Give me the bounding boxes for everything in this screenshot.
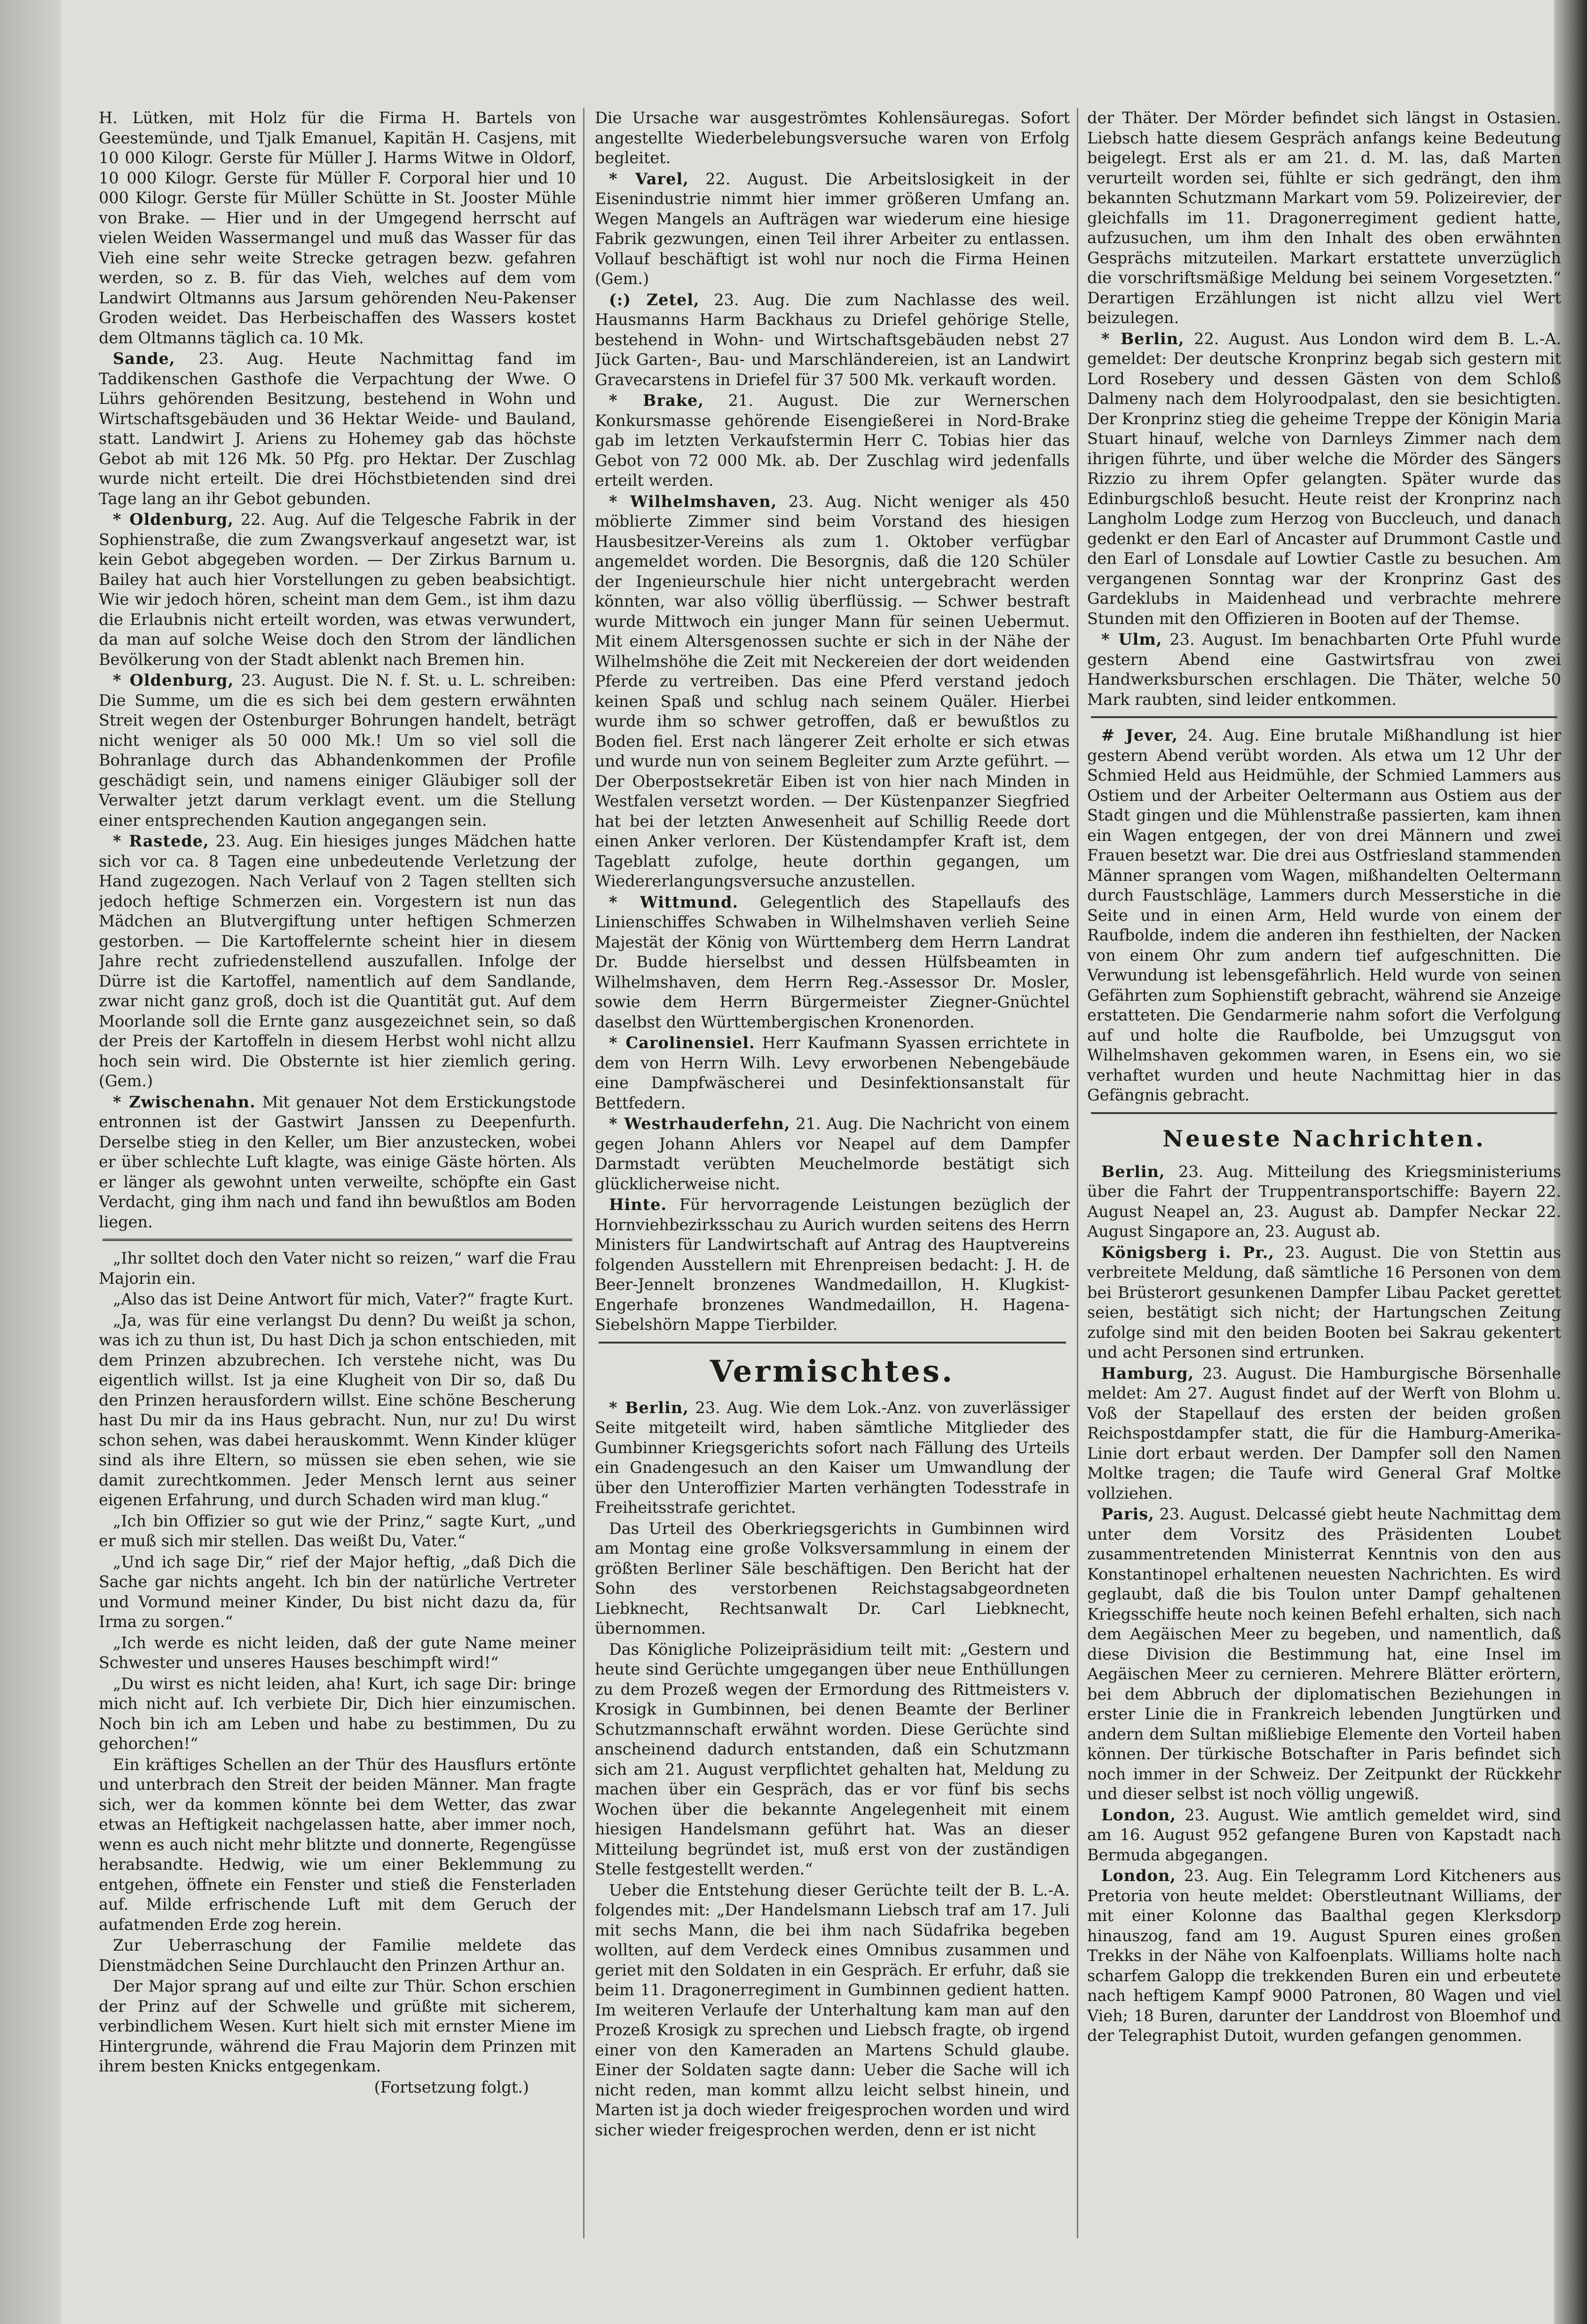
article-text: Gelegentlich des Stapellaufs des Linienschiffes Schwaben in Wilhelmshaven verlieh Seine Majestät der König von Württemberg dem Herrn Landrat Dr. Budde hierselbst und dessen Hülfsbeamten in Wilhelmshaven, dem Herrn Reg.-Assessor Dr. Mosler, sowie dem Herrn Bürgermeister Ziegner-Gnüchtel daselbst den Württembergischen Kronenorden.	[595, 893, 1070, 1031]
dateline: # Jever,	[1101, 726, 1178, 744]
story-paragraph: „Ich werde es nicht leiden, daß der gute Name meiner Schwester und unseres Hauses beschimpft wird!“	[99, 1633, 576, 1672]
dateline: * Oldenburg,	[113, 510, 234, 529]
dateline: Hamburg,	[1101, 1364, 1194, 1383]
feuilleton-divider	[103, 1239, 572, 1241]
page-left-edge	[0, 0, 61, 2324]
dateline: * Brake,	[609, 391, 704, 410]
news-paris	[1087, 1504, 1561, 1804]
column-2	[595, 108, 1070, 2290]
article-text: 23. August. Die von Stettin aus verbreitete Meldung, daß sämtliche 16 Personen von dem bei Brüsterort gesunkenen Dampfer Libau Packet gerettet seien, bestätigt sich nicht; der Hartungschen Zeitung zufolge sind mit den beiden Booten bei Sakrau gekentert und acht Personen sind ertrunken.	[1087, 1243, 1561, 1361]
article-paragraph: Ueber die Entstehung dieser Gerüchte teilt der B. L.-A. folgendes mit: „Der Handelsmann Liebsch traf am 17. Juli mit sechs Mann, die bei ihm nach Südafrika begeben wollten, auf dem Verdeck eines Omnibus zusammen und geriet mit den Soldaten in ein Gespräch. Er erfuhr, daß sie beim 11. Dragonerregiment in Gumbinnen gedient hatten. Im weiteren Verlaufe der Unterhaltung kam man auf den Prozeß Krosigk zu sprechen und Liebsch fragte, ob irgend einer von den Kameraden an Martens Schuld glaube. Einer der Soldaten sagte dann: Ueber die Sache will ich nicht reden, man kommt allzu leicht selbst hinein, und Marten ist ja doch wieder freigesprochen worden und wird sicher wieder freigesprochen werden, denn er ist nicht	[595, 1881, 1070, 2139]
news-london-1	[1087, 1805, 1561, 1866]
article-brake	[595, 391, 1070, 491]
article-text: 22. August. Die Arbeitslosigkeit in der Eisenindustrie nimmt hier immer größeren Umfang an. Wegen Mangels an Aufträgen war wiederum eine hiesige Fabrik gezwungen, einen Teil ihrer Arbeiter zu entlassen. Vollauf beschäftigt ist wohl nur noch die Firma Heinen (Gem.)	[595, 169, 1070, 288]
article-text: 23. Aug. Nicht weniger als 450 möblierte Zimmer sind beim Vorstand des hiesigen Hausbesitzer-Vereins als zum 1. Oktober verfügbar angemeldet worden. Die Besorgnis, daß die 120 Schüler der Ingenieurschule hier nicht untergebracht werden könnten, war also völlig überflüssig. — Schwer bestraft wurde Mittwoch ein junger Mann für seinen Uebermut. Mit einem Altersgenossen suchte er sich in der Nähe der Wilhelmshöhe die Zeit mit Neckereien der dort weidenden Pferde zu vertreiben. Das eine Pferd verstand jedoch keinen Spaß und schlug nach seinem Quäler. Hierbei wurde ihm so schwer getroffen, daß er bewußtlos zu Boden fiel. Erst nach längerer Zeit erholte er sich etwas und wurde nun von seinem Begleiter zum Arzte geführt. — Der Oberpostsekretär Eiben ist von hier nach Minden in Westfalen versetzt worden. — Der Küstenpanzer Siegfried hat bei der letzten Anwesenheit auf Schillig Reede dort einen Anker verloren. Der Küstendampfer Kraft ist, dem Tageblatt zufolge, heute dorthin gegangen, um Wiedererlangungsversuche anzustellen.	[595, 492, 1070, 890]
story-paragraph: „Also das ist Deine Antwort für mich, Vater?“ fragte Kurt.	[113, 1290, 574, 1308]
article-rastede	[99, 831, 576, 1091]
section-divider	[599, 1342, 1066, 1344]
news-hamburg	[1087, 1364, 1561, 1504]
article-text: Für hervorragende Leistungen bezüglich der Hornviehbezirksschau zu Aurich wurden seitens des Herrn Ministers für Landwirtschaft auf Antrag des Hauptvereins folgenden Ausstellern mit Ehrenpreisen bedacht: J. H. de Beer-Jennelt bronzenes Wandmedaillon, H. Klugkist-Engerhafe bronzenes Wandmedaillon, H. Hagena-Siebelshörn Mappe Tierbilder.	[595, 1195, 1070, 1334]
dateline: * Rastede,	[113, 832, 209, 850]
article-oldenburg-1	[99, 510, 576, 670]
section-heading-neueste-nachrichten: Neueste Nachrichten.	[1162, 1125, 1486, 1152]
story-paragraph: „Und ich sage Dir,“ rief der Major heftig, „daß Dich die Sache gar nichts angeht. Ich bin der natürliche Vertreter und Vormund meiner Kinder, Du bist nicht dazu da, für Irma zu sorgen.“	[99, 1552, 576, 1631]
dateline: * Carolinensiel.	[609, 1034, 755, 1052]
article-jever	[1087, 726, 1561, 1106]
section-divider	[1091, 1112, 1557, 1114]
article-zwischenahn	[99, 1092, 576, 1233]
article-carolinensiel	[595, 1033, 1070, 1113]
dateline: Paris,	[1101, 1505, 1154, 1523]
article-text: 23. Aug. Ein hiesiges junges Mädchen hatte sich vor ca. 8 Tagen eine unbedeutende Verletzung der Hand zugezogen. Nach Verlauf von 2 Tagen stellten sich jedoch heftige Schmerzen ein. Vorgestern ist nun das Mädchen an Blutvergiftung unter heftigen Schmerzen gestorben. — Die Kartoffelernte scheint hier in diesem Jahre recht zufriedenstellend auszufallen. Infolge der Dürre ist die Kartoffel, namentlich auf dem Sandlande, zwar nicht ganz groß, doch ist die Quantität gut. Auf dem Moorlande soll die Ernte ganz ausgezeichnet sein, so daß der Preis der Kartoffeln in diesem Herbst wohl nicht allzu hoch sein wird. Die Obsternte ist hier ziemlich gering. (Gem.)	[99, 832, 576, 1090]
article-oldenburg-2	[99, 671, 576, 830]
dateline: * Westrhauderfehn,	[609, 1115, 790, 1133]
column-1	[99, 108, 576, 2290]
article-text: 22. August. Aus London wird dem B. L.-A. gemeldet: Der deutsche Kronprinz begab sich gestern mit Lord Rosebery und dessen Gästen von dem Schloß Dalmeny nach dem Holyroodpalast, den sie besichtigten. Der Kronprinz stieg die geheime Treppe der Königin Maria Stuart hinauf, welche von Darnleys Zimmer nach dem ihrigen führte, und über welche die Mörder des Sängers Rizzio zu ihrem Opfer gelangten. Später wurde das Edinburgschloß besucht. Heute reist der Kronprinz nach Langholm Lodge zum Herzog von Buccleuch, und danach gedenkt er den Earl of Ancaster auf Drummont Castle und den Earl of Lonsdale auf Lowtier Castle zu besuchen. Am vergangenen Sonntag war der Kronprinz Gast des Gardeklubs in Maidenhead und verbrachte mehrere Stunden mit den Offizieren in Booten auf der Themse.	[1087, 329, 1561, 628]
article-sande	[99, 349, 576, 509]
article-paragraph: Das Urteil des Oberkriegsgerichts in Gumbinnen wird am Montag eine große Volksversammlung in einem der größten Berliner Säle beschäftigen. Den Bericht hat der Sohn des verstorbenen Reichstagsabgeordneten Liebknecht, Rechtsanwalt Dr. Carl Liebknecht, übernommen.	[595, 1519, 1070, 1637]
article-text: 23. August. Delcassé giebt heute Nachmittag dem unter dem Vorsitz des Präsidenten Loubet zusammentretenden Ministerrat Kenntnis von den aus Konstantinopel erhaltenen neuesten Nachrichten. Es wird geglaubt, daß die bis Toulon unter Dampf gehaltenen Kriegsschiffe heute noch keinen Befehl erhalten, sich nach dem Aegäischen Meer zu begeben, und namentlich, daß diese Division die Bestimmung hat, eine Insel im Aegäischen Meer zu cernieren. Mehrere Blätter erörtern, bei dem Abbruch der diplomatischen Beziehungen in erster Linie die in Frankreich lebenden Jungtürken und andern dem Sultan mißliebige Elemente den Vorteil haben können. Der türkische Botschafter in Paris befindet sich noch immer in der Schweiz. Der Zeitpunkt der Rückkehr und dieser selbst ist noch völlig ungewiß.	[1087, 1505, 1561, 1803]
dateline: * Varel,	[609, 169, 689, 188]
article-text: 21. Aug. Die Nachricht von einem gegen Johann Ahlers vor Neapel auf dem Dampfer Darmstadt verübten Meuchelmorde bestätigt sich glücklicherweise nicht.	[595, 1115, 1070, 1193]
column-rule-1	[583, 108, 584, 2238]
news-london-2	[1087, 1866, 1561, 2046]
dateline: Hinte.	[609, 1195, 667, 1214]
story-paragraph: Ein kräftiges Schellen an der Thür des Hausflurs ertönte und unterbrach den Streit der beiden Männer. Man fragte sich, wer da kommen könnte bei dem Wetter, das zwar etwas an Heftigkeit nachgelassen hatte, aber immer noch, wenn es auch nicht mehr blitzte und donnerte, Regengüsse herabsandte. Hedwig, wie um einer Beklemmung zu entgehen, öffnete ein Fenster und stieß die Fensterladen auf. Milde erfrischende Luft mit dem Geruch der aufatmenden Erde zog herein.	[99, 1755, 576, 1934]
story-paragraph: „Ja, was für eine verlangst Du denn? Du weißt ja schon, was ich zu thun ist, Du hast Dich ja schon entschieden, mit dem Prinzen abzubrechen. Ich verstehe nicht, was Du eigentlich willst. Ist ja eine Klugheit von Dir so, daß Du den Prinzen herausfordern willst. Eine schöne Bescherung hast Du mir da ins Haus gebracht. Nun, nur zu! Du wirst schon sehen, was dabei herauskommt. Wenn Kinder klüger sind als ihre Eltern, so müssen sie eben sehen, wie sie damit zurechtkommen. Jeder Mensch lernt aus seiner eigenen Erfahrung, und durch Schaden wird man klug.“	[99, 1311, 576, 1509]
dateline: * Wilhelmshaven,	[609, 492, 777, 511]
continuation-note: (Fortsetzung folgt.)	[374, 2078, 529, 2096]
article-paragraph: Das Königliche Polizeipräsidium teilt mit: „Gestern und heute sind Gerüchte umgegangen über neue Enthüllungen zu dem Prozeß wegen der Ermordung des Rittmeisters v. Krosigk in Gumbinnen, bei denen Beamte der Berliner Schutzmannschaft erwähnt worden. Diese Gerüchte sind anscheinend dadurch entstanden, daß ein Schutzmann sich am 21. August verpflichtet gehalten hat, Meldung zu machen über ein Gespräch, das er vor fünf bis sechs Wochen über die bekannte Angelegenheit mit einem hiesigen Handelsmann geführt hat. Was an dieser Mitteilung begründet ist, muß erst von der zuständigen Stelle festgestellt werden.“	[595, 1640, 1070, 1878]
article-wittmund	[595, 893, 1070, 1033]
dateline: (:) Zetel,	[609, 290, 700, 309]
article-zetel	[595, 290, 1070, 390]
dateline: London,	[1101, 1866, 1176, 1885]
dateline: * Berlin,	[1101, 329, 1184, 348]
article-text: 23. Aug. Heute Nachmittag fand im Taddikenschen Gasthofe die Verpachtung der Wwe. O Lührs gehörenden Besitzung, bestehend in Wohn und Wirtschaftsgebäuden und 36 Hektar Weide- und Bauland, statt. Landwirt J. Ariens zu Hohemey gab das höchste Gebot ab mit 126 Mk. 50 Pfg. pro Hektar. Der Zuschlag wurde nicht erteilt. Die drei Höchstbietenden sind drei Tage lang an ihr Gebot gebunden.	[99, 349, 576, 508]
news-berlin	[1087, 1162, 1561, 1242]
article-text: 23. Aug. Wie dem Lok.-Anz. von zuverlässiger Seite mitgeteilt wird, haben sämtliche Mitglieder des Gumbinner Kriegsgerichts sofort nach Fällung des Urteils ein Gnadengesuch an den Kaiser um Umwandlung der über den Unteroffizier Marten verhängten Todesstrafe in Freiheitsstrafe gerichtet.	[595, 1398, 1070, 1517]
dateline: Sande,	[113, 349, 175, 368]
article-text: Mit genauer Not dem Erstickungstode entronnen ist der Gastwirt Janssen zu Deepenfurth. Derselbe stieg in den Keller, um Bier anzustecken, wobei er über schlechte Luft klagte, was einige Gäste hörten. Als er länger als gewohnt unten verweilte, schöpfte ein Gast Verdacht, ging ihm nach und fand ihn bewußtlos am Boden liegen.	[99, 1092, 576, 1231]
dateline: London,	[1101, 1805, 1176, 1824]
article-text: 23. August. Die Hamburgische Börsenhalle meldet: Am 27. August findet auf der Werft von Blohm u. Voß der Stapellauf des ersten der beiden großen Reichspostdampfer statt, die für die Hamburg-Amerika-Linie dort erbaut werden. Der Dampfer soll den Namen Moltke tragen; die Taufe wird General Graf Moltke vollziehen.	[1087, 1364, 1561, 1502]
article-hinte	[595, 1195, 1070, 1335]
story-paragraph: „Du wirst es nicht leiden, aha! Kurt, ich sage Dir: bringe mich nicht auf. Ich verbiete Dir, Dich hier einzumischen. Noch bin ich am Leben und habe zu bestimmen, Du zu gehorchen!“	[99, 1674, 576, 1753]
section-heading-vermischtes: Vermischtes.	[710, 1353, 955, 1389]
dateline: * Wittmund.	[609, 893, 739, 911]
article-berlin	[595, 1398, 1070, 1518]
article-text: 23. Aug. Mitteilung des Kriegsministeriums über die Fahrt der Truppentransportschiffe: Bayern 22. August Neapel an, 23. August ab. Dampfer Neckar 22. August Singapore an, 23. August ab.	[1087, 1162, 1561, 1241]
article-text: 22. Aug. Auf die Telgesche Fabrik in der Sophienstraße, die zum Zwangsverkauf angesetzt war, ist kein Gebot abgegeben worden. — Der Zirkus Barnum u. Bailey hat auch hier Vorstellungen zu geben beabsichtigt. Wie wir jedoch hören, scheint man dem Gem., ist ihm dazu die Erlaubnis nicht erteilt worden, was etwas verwundert, da man auf solche Weise doch den Strom der ländlichen Bevölkerung von der Stadt ablenkt nach Bremen hin.	[99, 510, 576, 669]
news-koenigsberg	[1087, 1243, 1561, 1363]
article-continuation: der Thäter. Der Mörder befindet sich längst in Ostasien. Liebsch hatte diesem Gespräch anfangs keine Bedeutung beigelegt. Erst als er am 21. d. M. las, daß Marten verurteilt worden sei, fühlte er sich gedrängt, den ihm bekannten Schutzmann Markart vom 59. Polizeirevier, der gleichfalls im 11. Dragonerregiment gedient hatte, aufzusuchen, um ihm den Inhalt des oben erwähnten Gesprächs mitzuteilen. Markart erstattete unverzüglich die vorschriftsmäßige Meldung bei seinem Vorgesetzten.“ Derartigen Erzählungen ist nicht allzu viel Wert beizulegen.	[1087, 109, 1561, 327]
article-text: 23. August. Im benachbarten Orte Pfuhl wurde gestern Abend eine Gastwirtsfrau von zwei Handwerksburschen erschlagen. Die Thäter, welche 50 Mark raubten, sind leider entkommen.	[1087, 630, 1561, 709]
column-3	[1087, 108, 1561, 2290]
story-paragraph: Zur Ueberraschung der Familie meldete das Dienstmädchen Seine Durchlaucht den Prinzen Arthur an.	[99, 1936, 576, 1975]
dateline: * Berlin,	[609, 1398, 689, 1417]
dateline: * Ulm,	[1101, 630, 1162, 648]
article-text: 23. August. Die N. f. St. u. L. schreiben: Die Summe, um die es sich bei dem gestern erwähnten Streit wegen der Ostenburger Bohrungen handelt, beträgt nicht weniger als 50 000 Mk.! Um so viel soll die Bohranlage durch das Abhandenkommen der Profile geschädigt sein, und namens einiger Gläubiger soll der Verwalter jetzt darum verklagt event. um die Stellung einer entsprechenden Kaution angegangen sein.	[99, 671, 576, 830]
article-text: 21. August. Die zur Wernerschen Konkursmasse gehörende Eisengießerei in Nord-Brake gab im letzten Verkaufstermin Herr C. Tobias hier das Gebot von 72 000 Mk. ab. Der Zuschlag wird jedenfalls erteilt werden.	[595, 391, 1070, 490]
article-text: 24. Aug. Eine brutale Mißhandlung ist hier gestern Abend verübt worden. Als etwa um 12 Uhr der Schmied Held aus Heidmühle, der Schmied Lammers aus Ostiem und der Arbeiter Oeltermann aus Ostiem aus der Stadt gingen und die Mühlenstraße passierten, kam ihnen ein Wagen entgegen, der von drei Männern und zwei Frauen besetzt war. Die drei aus Ostfriesland stammenden Männer sprangen vom Wagen, mißhandelten Oeltermann durch Faustschläge, Lammers durch Messerstiche in die Seite und in einen Arm, Held wurde von einem der Raufbolde, indem die anderen ihn festhielten, der Nacken von einem Ohr zum andern tief aufgeschnitten. Die Verwundung ist lebensgefährlich. Held wurde von seinen Gefährten zum Sophienstift gebracht, während sie Anzeige erstatteten. Die Gendarmerie nahm sofort die Verfolgung auf und holte die Raufbolde, bei Umzugsgut von Wilhelmshaven gekommen waren, in Esens ein, wo sie verhaftet wurden und heute Nachmittag hier in das Gefängnis gebracht.	[1087, 726, 1561, 1104]
article-continuation: H. Lütken, mit Holz für die Firma H. Bartels von Geestemünde, und Tjalk Emanuel, Kapitän H. Casjens, mit 10 000 Kilogr. Gerste für Müller J. Harms Witwe in Oldorf, 10 000 Kilogr. Gerste für Müller F. Corporal hier und 10 000 Kilogr. Gerste für Müller Schütte in St. Jooster Mühle von Brake. — Hier und in der Umgegend herrscht auf vielen Weiden Wassermangel und muß das Wasser für das Vieh eine sehr weite Strecke getragen bezw. gefahren werden, so z. B. für das Vieh, welches auf dem vom Landwirt Oltmanns aus Jarsum gehörenden Neu-Pakenser Groden weidet. Das Herbeischaffen des Wassers kostet dem Oltmanns täglich ca. 10 Mk.	[99, 109, 576, 347]
article-text: 23. Aug. Ein Telegramm Lord Kitcheners aus Pretoria von heute meldet: Oberstleutnant Williams, der mit einer Kolonne das Baalthal gegen Klerksdorp hinauszog, fand am 19. August Spuren eines großen Trekks in der Nähe von Kalfoenplats. Williams holte nach scharfem Galopp die trekkenden Buren ein und erbeutete nach heftigem Kampf 9000 Patronen, 80 Wagen und viel Vieh; 18 Buren, darunter der Landdrost von Bloemhof und der Telegraphist Dutoit, wurden gefangen genommen.	[1087, 1866, 1561, 2045]
article-text: 23. Aug. Die zum Nachlasse des weil. Hausmanns Harm Backhaus zu Driefel gehörige Stelle, bestehend in Wohn- und Wirtschaftsgebäuden nebst 27 Jück Garten-, Bau- und Marschländereien, ist an Landwirt Gravecarstens in Driefel für 37 500 Mk. verkauft worden.	[595, 290, 1070, 389]
article-continuation: Die Ursache war ausgeströmtes Kohlensäuregas. Sofort angestellte Wiederbelebungsversuche waren von Erfolg begleitet.	[595, 109, 1070, 167]
story-paragraph: Der Major sprang auf und eilte zur Thür. Schon erschien der Prinz auf der Schwelle und grüßte mit sicherem, verbindlichem Wesen. Kurt hielt sich mit ernster Miene im Hintergrunde, während die Frau Majorin dem Prinzen mit ihrem besten Knicks entgegenkam.	[99, 1977, 576, 2075]
article-varel	[595, 169, 1070, 289]
article-westrhauderfehn	[595, 1114, 1070, 1194]
article-text: 23. August. Wie amtlich gemeldet wird, sind am 16. August 952 gefangene Buren von Kapstadt nach Bermuda abgegangen.	[1087, 1805, 1561, 1864]
dateline: * Zwischenahn.	[113, 1092, 256, 1111]
story-paragraph: „Ich bin Offizier so gut wie der Prinz,“ sagte Kurt, „und er muß sich mir stellen. Das weißt Du, Vater.“	[99, 1511, 576, 1550]
column-rule-2	[1077, 108, 1078, 2238]
dateline: Berlin,	[1101, 1162, 1165, 1181]
article-wilhelmshaven	[595, 492, 1070, 892]
story-paragraph: „Ihr solltet doch den Vater nicht so reizen,“ warf die Frau Majorin ein.	[99, 1249, 576, 1288]
dateline: Königsberg i. Pr.,	[1101, 1243, 1275, 1262]
article-ulm	[1087, 630, 1561, 710]
article-text: Herr Kaufmann Syassen errichtete in dem von Herrn Wilh. Levy erworbenen Nebengebäude eine Dampfwäscherei und Desinfektionsanstalt für Bettfedern.	[595, 1034, 1070, 1112]
section-divider	[1091, 716, 1557, 718]
dateline: * Oldenburg,	[113, 671, 234, 689]
article-berlin	[1087, 329, 1561, 629]
